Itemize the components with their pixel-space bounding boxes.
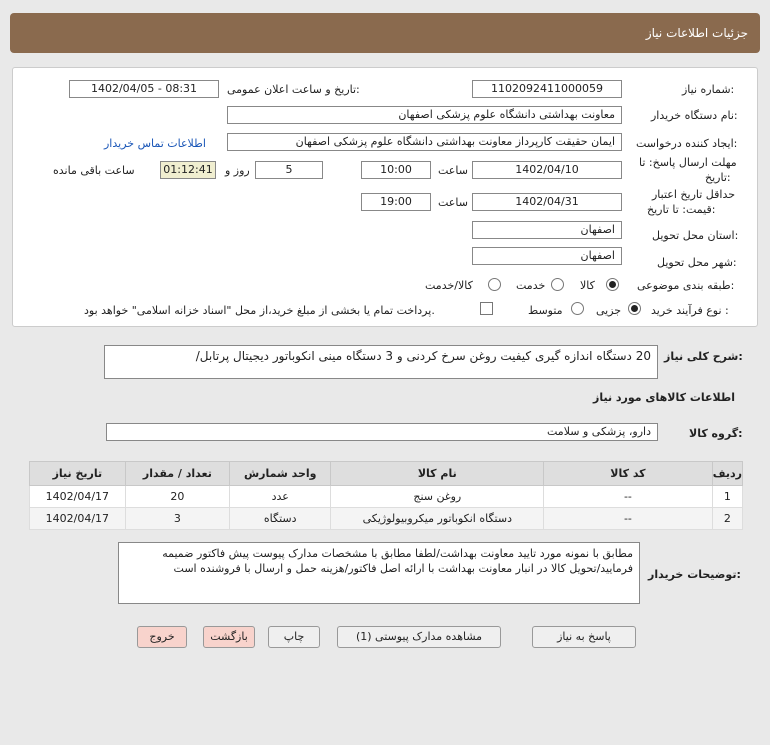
announce-label: تاریخ و ساعت اعلان عمومی:: [227, 83, 360, 96]
cell-row-number: 1: [712, 486, 742, 508]
cell-quantity: 20: [125, 486, 229, 508]
cell-unit: دستگاه: [230, 508, 331, 530]
table-row: [30, 508, 743, 530]
need-number-label: شماره نیاز:: [682, 83, 735, 96]
validity-date-field: 1402/04/31: [472, 193, 622, 211]
buyer-label: نام دستگاه خریدار:: [651, 109, 738, 122]
buyer-contact-link[interactable]: اطلاعات تماس خریدار: [104, 137, 206, 150]
deadline-label: مهلت ارسال پاسخ: تا: [639, 156, 737, 169]
deadline-time-field: 10:00: [361, 161, 431, 179]
buyer-notes-label: توضیحات خریدار:: [648, 568, 741, 581]
description-text: 20 دستگاه اندازه گیری کیفیت روغن سرخ کردنی و 3 دستگاه مینی انکوباتور دیجیتال پرتابل/: [104, 345, 658, 379]
attachments-button[interactable]: مشاهده مدارک پیوستی (1): [337, 626, 501, 648]
validity-time-label: ساعت: [438, 196, 468, 209]
goods-group-label: گروه کالا:: [689, 427, 743, 440]
city-field: اصفهان: [472, 247, 622, 265]
treasury-checkbox[interactable]: [480, 302, 493, 315]
cell-need-date: 1402/04/17: [30, 508, 126, 530]
remaining-label: ساعت باقی مانده: [53, 164, 135, 177]
purchase-option-minor: جزیی: [596, 304, 622, 317]
creator-label: ایجاد کننده درخواست:: [636, 137, 738, 150]
validity-label: حداقل تاریخ اعتبار: [652, 188, 736, 201]
cell-need-date: 1402/04/17: [30, 486, 126, 508]
category-radio-both[interactable]: [488, 278, 501, 291]
reply-button[interactable]: پاسخ به نیاز: [532, 626, 636, 648]
goods-table: [29, 461, 743, 530]
remaining-time-field: 01:12:41: [160, 161, 216, 179]
goods-section-title: اطلاعات کالاهای مورد نیاز: [593, 391, 735, 404]
announce-field: 1402/04/05 - 08:31: [69, 80, 219, 98]
validity-date-label: قیمت: تا تاریخ:: [647, 203, 716, 216]
days-label: روز و: [225, 164, 250, 177]
payment-note: پرداخت تمام یا بخشی از مبلغ خرید،از محل "اسناد خزانه اسلامی" خواهد بود.: [84, 304, 435, 317]
deadline-date-field: 1402/04/10: [472, 161, 622, 179]
deadline-time-label: ساعت: [438, 164, 468, 177]
days-field: 5: [255, 161, 323, 179]
cell-quantity: 3: [125, 508, 229, 530]
category-label: طبقه بندی موضوعی:: [637, 279, 735, 292]
cell-row-number: 2: [712, 508, 742, 530]
cell-unit: عدد: [230, 486, 331, 508]
col-item-name: نام کالا: [331, 462, 544, 486]
table-header-row: [30, 462, 743, 486]
col-need-date: تاریخ نیاز: [30, 462, 126, 486]
province-field: اصفهان: [472, 221, 622, 239]
description-label: شرح کلی نیاز:: [664, 350, 743, 363]
purchase-radio-minor[interactable]: [628, 302, 641, 315]
cell-item-code: --: [544, 508, 713, 530]
cell-item-code: --: [544, 486, 713, 508]
col-item-code: کد کالا: [544, 462, 713, 486]
purchase-radio-medium[interactable]: [571, 302, 584, 315]
page-title: جزئیات اطلاعات نیاز: [645, 26, 748, 40]
buyer-field: معاونت بهداشتی دانشگاه علوم پزشکی اصفهان: [227, 106, 622, 124]
category-option-both: کالا/خدمت: [425, 279, 473, 292]
category-radio-goods[interactable]: [606, 278, 619, 291]
buyer-notes-text: مطابق با نمونه مورد تایید معاونت بهداشت/لطفا مطابق با مشخصات مدارک پیوست پیش فاکتور ضمیمه فرمایید/تحویل کالا در انبار معاونت بهداشت با ارائه اصل فاکتور/هزینه حمل و ارسال با فروشنده است: [118, 542, 640, 604]
city-label: شهر محل تحویل:: [657, 256, 737, 269]
category-radio-service[interactable]: [551, 278, 564, 291]
goods-group-field: دارو، پزشکی و سلامت: [106, 423, 658, 441]
category-option-goods: کالا: [580, 279, 595, 292]
creator-field: ایمان حقیقت کارپرداز معاونت بهداشتی دانشگاه علوم پزشکی اصفهان: [227, 133, 622, 151]
col-quantity: تعداد / مقدار: [125, 462, 229, 486]
page-header: [10, 13, 760, 53]
purchase-option-medium: متوسط: [528, 304, 563, 317]
col-row-number: ردیف: [712, 462, 742, 486]
exit-button[interactable]: خروج: [137, 626, 187, 648]
print-button[interactable]: چاپ: [268, 626, 320, 648]
validity-time-field: 19:00: [361, 193, 431, 211]
cell-item-name: دستگاه انکوباتور میکروبیولوژیکی: [331, 508, 544, 530]
need-number-field: 1102092411000059: [472, 80, 622, 98]
cell-item-name: روغن سنج: [331, 486, 544, 508]
back-button[interactable]: بازگشت: [203, 626, 255, 648]
deadline-date-label: تاریخ:: [705, 171, 731, 184]
table-row: [30, 486, 743, 508]
province-label: استان محل تحویل:: [652, 229, 739, 242]
col-unit: واحد شمارش: [230, 462, 331, 486]
category-option-service: خدمت: [516, 279, 546, 292]
purchase-label: نوع فرآیند خرید :: [651, 304, 729, 317]
